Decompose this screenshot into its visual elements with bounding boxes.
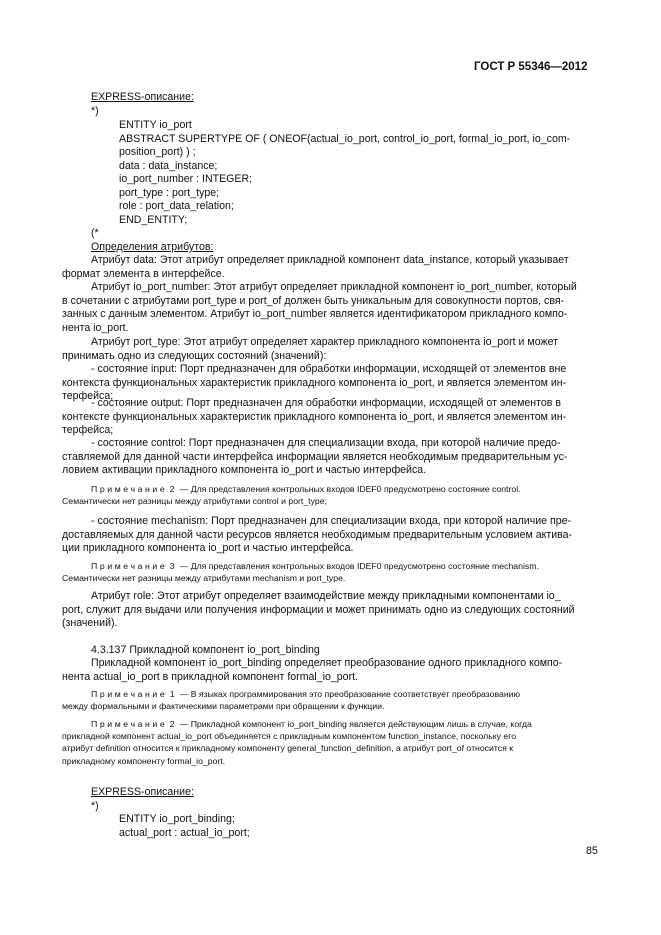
note-3-mechanism: Примечание 3 — Для представления контрольных входов IDEF0 предусмотрено состояние mechanism. Семантически нет разницы между атрибутами mechanism и port_type. bbox=[62, 561, 539, 584]
section-title: Прикладной компонент io_port_binding bbox=[129, 644, 320, 656]
page-number: 85 bbox=[586, 845, 598, 857]
express-close-marker: (* bbox=[91, 227, 99, 239]
note-label: Примечание bbox=[91, 484, 168, 494]
paragraph-role: Атрибут role: Этот атрибут определяет взаимодействие между прикладными компонентами io_ port, служит для выдачи или получения информации и может принимать одно из следующих состояний (значений). bbox=[62, 590, 575, 630]
code-line: actual_port : actual_io_port; bbox=[119, 827, 250, 839]
paragraph-io-port-binding: Прикладной компонент io_port_binding определяет преобразование одного прикладного компо- нента actual_io_port в прикладной компонент formal_io_port. bbox=[62, 657, 563, 683]
note-2-control: Примечание 2 — Для представления контрольных входов IDEF0 предусмотрено состояние control. Семантически нет разницы между атрибутами control и port_type; bbox=[62, 484, 521, 507]
code-line: ENTITY io_port_binding; bbox=[119, 813, 235, 825]
definitions-title: Определения атрибутов: bbox=[91, 241, 214, 253]
code-line: io_port_number : INTEGER; bbox=[119, 173, 253, 185]
note-2-binding: Примечание 2 — Прикладной компонент io_port_binding является действующим лишь в случае, когда прикладной компонент actual_io_port объединяется с прикладным компонентом function_instance, поскольку его атрибут definition относится к прикладному компоненту general_function_definition, а атрибут port_of относится к прикладному компоненту formal_io_port. bbox=[62, 719, 532, 766]
list-item-output: - состояние output: Порт предназначен для обработки информации, исходящей от элементов в контексте функциональных характеристик прикладного компонента io_port, и является элементом ин- терфейса; bbox=[62, 397, 567, 437]
paragraph-data: Атрибут data: Этот атрибут определяет прикладной компонент data_instance, который указывает формат элемента в интерфейсе. bbox=[62, 254, 569, 280]
code-line: ABSTRACT SUPERTYPE OF ( ONEOF(actual_io_port, control_io_port, formal_io_port, io_com- bbox=[119, 133, 571, 145]
express-title-2: EXPRESS-описание: bbox=[91, 786, 194, 798]
list-item-input: - состояние input: Порт предназначен для обработки информации, исходящей от элементов вне контекста функциональных характеристик прикладного компонента io_port, и является элементом ин- терфейса; bbox=[62, 363, 567, 403]
code-line: END_ENTITY; bbox=[119, 214, 188, 226]
code-line: data : data_instance; bbox=[119, 160, 218, 172]
section-number: 4.3.137 bbox=[91, 644, 127, 656]
express-title: EXPRESS-описание: bbox=[91, 91, 194, 103]
code-line: port_type : port_type; bbox=[119, 187, 220, 199]
document-header: ГОСТ Р 55346—2012 bbox=[474, 61, 588, 73]
list-item-mechanism: - состояние mechanism: Порт предназначен для специализации входа, при которой наличие пре- доставляемых для данной части ресурсов является необходимым предварительным условием актива- ции прикладного компонента io_port и частью интерфейса. bbox=[62, 515, 573, 555]
express-open-marker-2: *) bbox=[91, 800, 99, 812]
code-line: ENTITY io_port bbox=[119, 119, 192, 131]
note-label: Примечание bbox=[91, 561, 168, 571]
paragraph-port-type: Атрибут port_type: Этот атрибут определяет характер прикладного компонента io_port и может принимать одно из следующих состояний (значений): bbox=[62, 336, 558, 362]
code-line: position_port) ) ; bbox=[119, 146, 196, 158]
section-heading bbox=[91, 644, 320, 658]
express-open-marker: *) bbox=[91, 105, 99, 117]
code-line: role : port_data_relation; bbox=[119, 200, 234, 212]
list-item-control: - состояние control: Порт предназначен для специализации входа, при которой наличие предо- ставляемой для данной части интерфейса информации является необходимым предварительным ус- ловием активации прикладного компонента io_port и частью интерфейса. bbox=[62, 437, 568, 477]
note-1-binding: Примечание 1 — В языках программирования это преобразование соответствует преобразованию между формальными и фактическими параметрами при обращении к функции. bbox=[62, 689, 520, 712]
paragraph-io-port-number: Атрибут io_port_number: Этот атрибут определяет прикладной компонент io_port_number, который в сочетании с атрибутами port_type и port_of должен быть уникальным для совокупности портов, свя- занных с данным элементом. Атрибут io_port_number является идентификатором прикладного компо- нента io_port. bbox=[62, 281, 577, 334]
note-label: Примечание bbox=[91, 719, 168, 729]
note-label: Примечание bbox=[91, 689, 168, 699]
